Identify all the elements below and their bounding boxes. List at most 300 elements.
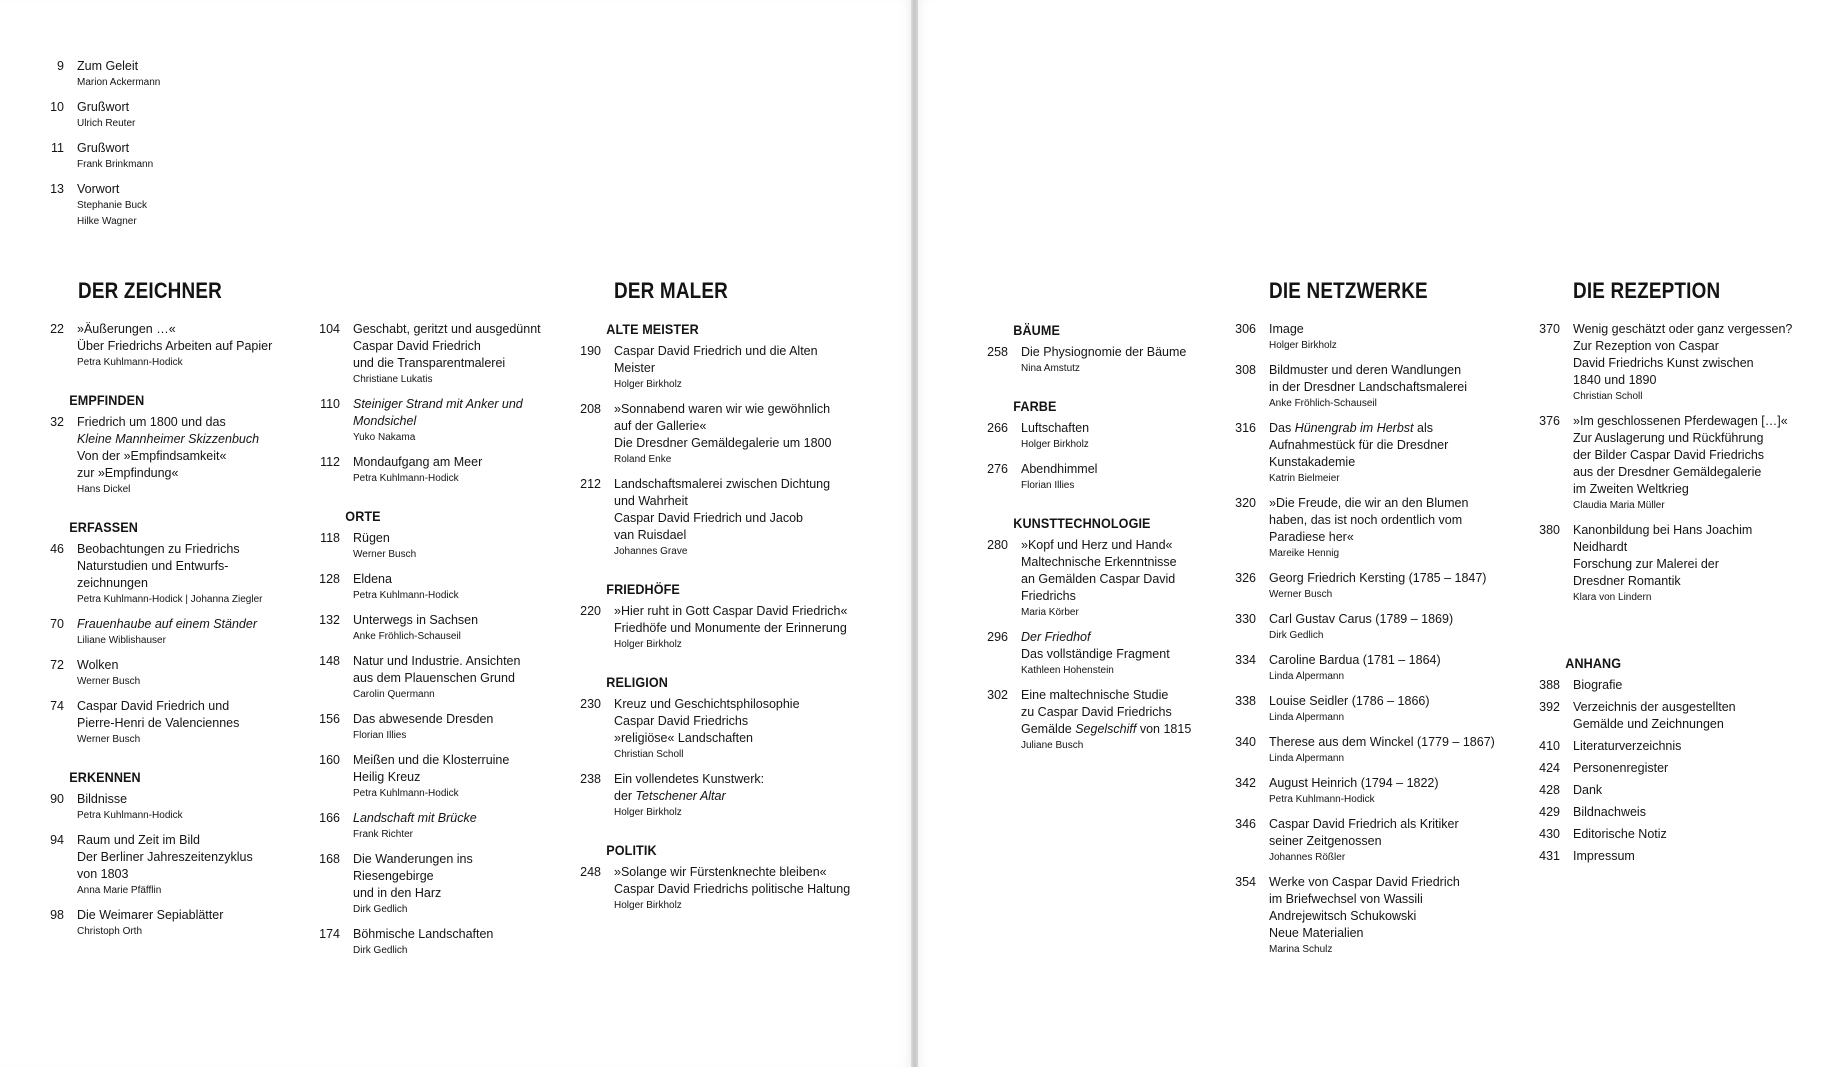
page-number: 258	[987, 345, 1008, 359]
page-number: 320	[1235, 496, 1256, 510]
author-name: Ulrich Reuter	[77, 118, 136, 129]
subheading-farbe: FARBE	[1013, 398, 1057, 414]
author-name: Petra Kuhlmann-Hodick | Johanna Ziegler	[77, 594, 263, 605]
toc-entry	[537, 401, 854, 468]
entry-title-line: in der Dresdner Landschaftsmalerei	[1269, 380, 1468, 394]
entry-title-line: aus dem Plauenschen Grund	[353, 671, 515, 685]
toc-entry	[0, 616, 317, 649]
entry-title	[1573, 760, 1813, 777]
entry-title	[1269, 570, 1509, 587]
entry-authors	[614, 805, 854, 821]
entry-title-line: zu Caspar David Friedrichs	[1021, 705, 1172, 719]
toc-entry	[1192, 652, 1509, 685]
page-number: 370	[1539, 322, 1560, 336]
author-name: Marion Ackermann	[77, 77, 161, 88]
author-name: Werner Busch	[353, 549, 417, 560]
page-number: 431	[1539, 849, 1560, 863]
entry-title-line: Mondaufgang am Meer	[353, 455, 483, 469]
author-name: Stephanie Buck	[77, 200, 148, 211]
page-number: 166	[319, 811, 340, 825]
empfinden-list	[0, 414, 317, 498]
entry-title-line: Der Friedhof	[1021, 630, 1091, 644]
section-heading-zeichner: DER ZEICHNER	[78, 278, 222, 303]
page-number: 208	[580, 402, 601, 416]
toc-entry	[1192, 321, 1509, 354]
page-number: 342	[1235, 776, 1256, 790]
entry-title	[1573, 848, 1813, 865]
entry-title	[1269, 362, 1509, 396]
entry-title-line: Dresdner Romantik	[1573, 574, 1681, 588]
entry-title	[77, 140, 317, 157]
entry-title-line: Impressum	[1573, 849, 1635, 863]
entry-title-line: Zur Auslagerung und Rückführung	[1573, 431, 1764, 445]
entry-title-line: Personenregister	[1573, 761, 1669, 775]
author-name: Juliane Busch	[1021, 740, 1084, 751]
toc-entry	[1496, 826, 1813, 843]
entry-title-line: Beobachtungen zu Friedrichs	[77, 542, 240, 556]
author-name: Johannes Grave	[614, 546, 688, 557]
entry-title-line: Riesengebirge	[353, 869, 434, 883]
entry-title-line: Caspar David Friedrich und	[77, 699, 230, 713]
entry-authors	[1269, 396, 1509, 412]
entry-title-line: Eine maltechnische Studie	[1021, 688, 1169, 702]
entry-title-line: Meißen und die Klosterruine	[353, 753, 510, 767]
entry-title-line: Vorwort	[77, 182, 120, 196]
toc-entry	[537, 696, 854, 763]
entry-title	[1269, 420, 1509, 471]
page-number: 22	[50, 322, 64, 336]
toc-entry	[1496, 782, 1813, 799]
author-name: Johannes Rößler	[1269, 852, 1346, 863]
author-name: Maria Körber	[1021, 607, 1079, 618]
author-name: Christoph Orth	[77, 926, 143, 937]
entry-title-line: Kleine Mannheimer Skizzenbuch	[77, 432, 260, 446]
entry-authors	[614, 377, 854, 393]
entry-authors	[77, 75, 317, 91]
entry-authors	[1573, 590, 1813, 606]
entry-title	[1573, 826, 1813, 843]
entry-title-line: Ein vollendetes Kunstwerk:	[614, 772, 765, 786]
toc-entry	[1496, 677, 1813, 694]
entry-title-line: »Kopf und Herz und Hand«	[1021, 538, 1173, 552]
entry-title-line: Die Physiognomie der Bäume	[1021, 345, 1187, 359]
page-number: 248	[580, 865, 601, 879]
author-name: Frank Brinkmann	[77, 159, 154, 170]
page-number: 98	[50, 908, 64, 922]
author-name: Katrin Bielmeier	[1269, 473, 1340, 484]
page-number: 220	[580, 604, 601, 618]
toc-entry	[0, 321, 317, 371]
author-name: Florian Illies	[353, 730, 407, 741]
entry-title-line: Neue Materialien	[1269, 926, 1364, 940]
author-name: Dirk Gedlich	[1269, 630, 1324, 641]
entry-title-line: Friedrich um 1800 und das	[77, 415, 226, 429]
author-name: Holger Birkholz	[614, 639, 682, 650]
entry-title-line: an Gemälden Caspar David	[1021, 572, 1176, 586]
entry-title-line: »Hier ruht in Gott Caspar David Friedrich«	[614, 604, 848, 618]
entry-title-line: Die Dresdner Gemäldegalerie um 1800	[614, 436, 832, 450]
subheading-politik: POLITIK	[606, 842, 657, 858]
entry-title-line: Gemälde und Zeichnungen	[1573, 717, 1724, 731]
subheading-empfinden: EMPFINDEN	[69, 392, 145, 408]
entry-title-line: Heilig Kreuz	[353, 770, 421, 784]
entry-authors	[1269, 628, 1509, 644]
entry-title-line: Bildnachweis	[1573, 805, 1646, 819]
politik-list	[537, 864, 854, 914]
author-name: Holger Birkholz	[1269, 340, 1337, 351]
entry-title-line: Image	[1269, 322, 1304, 336]
toc-entry	[0, 657, 317, 690]
entry-title	[1573, 677, 1813, 694]
page-number: 430	[1539, 827, 1560, 841]
author-name: Christian Scholl	[1573, 391, 1643, 402]
entry-title-line: Andrejewitsch Schukowski	[1269, 909, 1417, 923]
entry-title-line: 1840 und 1890	[1573, 373, 1657, 387]
page-number: 13	[50, 182, 64, 196]
entry-title	[614, 476, 854, 544]
entry-title-line: »Äußerungen …«	[77, 322, 176, 336]
author-name: Nina Amstutz	[1021, 363, 1080, 374]
page-number: 9	[57, 59, 64, 73]
maler-column	[537, 320, 854, 922]
entry-title-line: Friedhöfe und Monumente der Erinnerung	[614, 621, 847, 635]
author-name: Petra Kuhlmann-Hodick	[353, 473, 459, 484]
entry-authors	[1269, 471, 1509, 487]
toc-entry	[1192, 570, 1509, 603]
entry-title-line: und in den Harz	[353, 886, 442, 900]
page-number: 376	[1539, 414, 1560, 428]
entry-authors	[614, 898, 854, 914]
entry-title	[1269, 652, 1509, 669]
toc-entry	[1496, 413, 1813, 514]
author-name: Mareike Hennig	[1269, 548, 1340, 559]
entry-title	[1573, 699, 1813, 733]
page-number: 156	[319, 712, 340, 726]
entry-title-line: im Zweiten Weltkrieg	[1573, 482, 1689, 496]
entry-title-line: Eldena	[353, 572, 392, 586]
page-number: 330	[1235, 612, 1256, 626]
author-name: Dirk Gedlich	[353, 945, 408, 956]
toc-entry	[0, 414, 317, 498]
entry-title	[1573, 413, 1813, 498]
toc-entry	[537, 476, 854, 560]
entry-title	[1269, 734, 1509, 751]
page-number: 354	[1235, 875, 1256, 889]
page-number: 90	[50, 792, 64, 806]
toc-entry	[1192, 611, 1509, 644]
toc-entry	[1192, 874, 1509, 958]
entry-title-line: und die Transparentmalerei	[353, 356, 506, 370]
page-number: 266	[987, 421, 1008, 435]
page-number: 326	[1235, 571, 1256, 585]
book-gutter	[911, 0, 918, 1067]
entry-title-line: Caspar David Friedrich	[353, 339, 481, 353]
netzwerke-column	[1192, 321, 1509, 966]
entry-title-line: Das Hünengrab im Herbst als	[1269, 421, 1433, 435]
entry-title-line: Zum Geleit	[77, 59, 139, 73]
entry-title-line: Landschaft mit Brücke	[353, 811, 477, 825]
toc-entry	[537, 343, 854, 393]
entry-title-line: Maltechnische Erkenntnisse	[1021, 555, 1177, 569]
entry-title-line: Unterwegs in Sachsen	[353, 613, 479, 627]
entry-authors	[1573, 498, 1813, 514]
page-number: 388	[1539, 678, 1560, 692]
author-name: Liliane Wiblishauser	[77, 635, 166, 646]
page-number: 72	[50, 658, 64, 672]
page-number: 128	[319, 572, 340, 586]
page-number: 306	[1235, 322, 1256, 336]
entry-title-line: Paradiese her«	[1269, 530, 1354, 544]
entry-title-line: »Solange wir Fürstenknechte bleiben«	[614, 865, 827, 879]
toc-entry	[0, 58, 317, 91]
author-name: Hilke Wagner	[77, 216, 137, 227]
page-number: 308	[1235, 363, 1256, 377]
entry-title-line: der Bilder Caspar David Friedrichs	[1573, 448, 1765, 462]
entry-title-line: Caroline Bardua (1781 – 1864)	[1269, 653, 1441, 667]
toc-entry	[0, 140, 317, 173]
page-number: 230	[580, 697, 601, 711]
entry-title-line: Böhmische Landschaften	[353, 927, 494, 941]
entry-title	[77, 99, 317, 116]
entry-authors	[614, 452, 854, 468]
page-number: 104	[319, 322, 340, 336]
entry-title	[1269, 321, 1509, 338]
page-number: 32	[50, 415, 64, 429]
toc-entry	[1496, 699, 1813, 733]
toc-entry	[537, 771, 854, 821]
entry-title	[614, 401, 854, 452]
author-name: Hans Dickel	[77, 484, 131, 495]
entry-title-line: und Wahrheit	[614, 494, 688, 508]
entry-title-line: aus der Dresdner Gemäldegalerie	[1573, 465, 1762, 479]
section-heading-maler: DER MALER	[614, 278, 729, 303]
entry-title-line: haben, das ist noch ordentlich vom	[1269, 513, 1463, 527]
entry-title-line: von 1803	[77, 867, 129, 881]
entry-title-line: seiner Zeitgenossen	[1269, 834, 1382, 848]
entry-title	[1573, 782, 1813, 799]
entry-title-line: Landschaftsmalerei zwischen Dichtung	[614, 477, 831, 491]
toc-entry	[0, 181, 317, 230]
entry-authors	[614, 544, 854, 560]
entry-title-line: Die Wanderungen ins	[353, 852, 473, 866]
entry-title-line: August Heinrich (1794 – 1822)	[1269, 776, 1439, 790]
entry-title	[1269, 693, 1509, 710]
page-number: 160	[319, 753, 340, 767]
author-name: Linda Alpermann	[1269, 753, 1345, 764]
subheading-erfassen: ERFASSEN	[69, 519, 138, 535]
toc-entry	[1496, 804, 1813, 821]
toc-entry	[1496, 760, 1813, 777]
entry-title-line: Natur und Industrie. Ansichten	[353, 654, 521, 668]
entry-title-line: Luftschaften	[1021, 421, 1090, 435]
toc-entry	[537, 603, 854, 653]
page-number: 94	[50, 833, 64, 847]
entry-authors	[1269, 792, 1509, 808]
author-name: Holger Birkholz	[1021, 439, 1089, 450]
author-name: Werner Busch	[77, 676, 141, 687]
front-matter-list	[0, 58, 317, 238]
page-number: 338	[1235, 694, 1256, 708]
page-number: 212	[580, 477, 601, 491]
entry-title-line: Louise Seidler (1786 – 1866)	[1269, 694, 1430, 708]
entry-title-line: Editorische Notiz	[1573, 827, 1667, 841]
entry-title-line: Geschabt, geritzt und ausgedünnt	[353, 322, 541, 336]
entry-authors	[614, 637, 854, 653]
entry-title-line: Caspar David Friedrich und Jacob	[614, 511, 803, 525]
entry-authors	[1269, 546, 1509, 562]
entry-title	[1573, 738, 1813, 755]
entry-title-line: Forschung zur Malerei der	[1573, 557, 1719, 571]
entry-title	[77, 181, 317, 198]
entry-title-line: Bildnisse	[77, 792, 128, 806]
author-name: Christian Scholl	[614, 749, 684, 760]
entry-title-line: Das vollständige Fragment	[1021, 647, 1170, 661]
entry-title-line: »Im geschlossenen Pferdewagen […]«	[1573, 414, 1788, 428]
author-name: Anke Fröhlich-Schauseil	[1269, 398, 1377, 409]
entry-title-line: Raum und Zeit im Bild	[77, 833, 200, 847]
author-name: Christiane Lukatis	[353, 374, 433, 385]
entry-title-line: Der Berliner Jahreszeitenzyklus	[77, 850, 253, 864]
subheading-baeume: BÄUME	[1013, 322, 1060, 338]
entry-title-line: Wolken	[77, 658, 119, 672]
toc-entry	[1496, 738, 1813, 755]
page-number: 392	[1539, 700, 1560, 714]
page-number: 10	[50, 100, 64, 114]
author-name: Frank Richter	[353, 829, 414, 840]
entry-title-line: Frauenhaube auf einem Ständer	[77, 617, 257, 631]
entry-title-line: im Briefwechsel von Wassili	[1269, 892, 1423, 906]
toc-entry	[1192, 362, 1509, 412]
entry-title	[614, 603, 854, 637]
friedhoefe-list	[537, 603, 854, 653]
toc-entry	[0, 832, 317, 899]
netzwerke-list	[1192, 321, 1509, 958]
entry-title	[1573, 522, 1813, 590]
page-number: 424	[1539, 761, 1560, 775]
author-name: Petra Kuhlmann-Hodick	[353, 590, 459, 601]
entry-title-line: Caspar David Friedrich als Kritiker	[1269, 817, 1459, 831]
entry-authors	[1573, 389, 1813, 405]
anhang-list	[1496, 677, 1813, 865]
page-number: 334	[1235, 653, 1256, 667]
rezeption-list	[1496, 321, 1813, 606]
page-number: 70	[50, 617, 64, 631]
subheading-orte: ORTE	[345, 508, 381, 524]
toc-entry	[1192, 816, 1509, 866]
section-heading-rezeption: DIE REZEPTION	[1573, 278, 1721, 303]
entry-title	[353, 926, 593, 943]
page-number: 74	[50, 699, 64, 713]
entry-title	[1269, 495, 1509, 546]
toc-entry	[1192, 734, 1509, 767]
entry-title-line: Das abwesende Dresden	[353, 712, 494, 726]
entry-title-line: Caspar David Friedrichs politische Haltung	[614, 882, 851, 896]
author-name: Klara von Lindern	[1573, 592, 1652, 603]
subheading-friedhoefe: FRIEDHÖFE	[606, 581, 680, 597]
entry-title	[1269, 611, 1509, 628]
entry-title-line: Pierre-Henri de Valenciennes	[77, 716, 240, 730]
page-number: 428	[1539, 783, 1560, 797]
entry-title-line: Zur Rezeption von Caspar	[1573, 339, 1719, 353]
entry-title	[614, 864, 854, 898]
author-name: Holger Birkholz	[614, 379, 682, 390]
entry-title	[1269, 816, 1509, 850]
entry-title-line: Grußwort	[77, 100, 130, 114]
entry-title	[1269, 775, 1509, 792]
entry-title-line: van Ruisdael	[614, 528, 687, 542]
zeichner-column-1	[0, 321, 317, 948]
entry-title	[1573, 321, 1813, 389]
entry-title-line: Kanonbildung bei Hans Joachim	[1573, 523, 1753, 537]
entry-title-line: Friedrichs	[1021, 589, 1076, 603]
entry-title-line: Kunstakademie	[1269, 455, 1356, 469]
entry-title-line: Von der »Empfindsamkeit«	[77, 449, 227, 463]
entry-authors	[353, 943, 593, 959]
author-name: Florian Illies	[1021, 480, 1075, 491]
entry-title-line: Grußwort	[77, 141, 130, 155]
page-number: 346	[1235, 817, 1256, 831]
page-number: 410	[1539, 739, 1560, 753]
page-number: 302	[987, 688, 1008, 702]
entry-authors	[1269, 850, 1509, 866]
entry-title-line: Carl Gustav Carus (1789 – 1869)	[1269, 612, 1454, 626]
entry-title-line: Naturstudien und Entwurfs-	[77, 559, 229, 573]
toc-entry	[537, 864, 854, 914]
entry-title-line: zeichnungen	[77, 576, 148, 590]
page-number: 11	[51, 141, 64, 155]
author-name: Petra Kuhlmann-Hodick	[1269, 794, 1375, 805]
entry-title-line: Caspar David Friedrich und die Alten Meister	[614, 344, 818, 375]
author-name: Linda Alpermann	[1269, 712, 1345, 723]
toc-entry	[0, 541, 317, 608]
toc-entry	[1192, 495, 1509, 562]
entry-title-line: »Die Freude, die wir an den Blumen	[1269, 496, 1469, 510]
entry-title	[1573, 804, 1813, 821]
entry-title-line: Neidhardt	[1573, 540, 1628, 554]
entry-title-line: Kreuz und Geschichtsphilosophie	[614, 697, 800, 711]
toc-entry	[1496, 321, 1813, 405]
toc-entry	[0, 791, 317, 824]
entry-authors	[1269, 710, 1509, 726]
entry-authors	[77, 157, 317, 173]
toc-entry	[276, 926, 593, 959]
author-name: Claudia Maria Müller	[1573, 500, 1665, 511]
author-name: Kathleen Hohenstein	[1021, 665, 1114, 676]
subheading-kunsttechnologie: KUNSTTECHNOLOGIE	[1013, 515, 1151, 531]
page-number: 132	[319, 613, 340, 627]
entry-title-line: Caspar David Friedrichs	[614, 714, 749, 728]
entry-title	[614, 343, 854, 377]
page-number: 46	[50, 542, 64, 556]
author-name: Roland Enke	[614, 454, 672, 465]
toc-entry	[1192, 420, 1509, 487]
toc-entry	[0, 698, 317, 748]
entry-title-line: »religiöse« Landschaften	[614, 731, 753, 745]
page-number: 110	[320, 397, 340, 411]
entry-authors	[614, 747, 854, 763]
author-name: Anna Marie Pfäfflin	[77, 885, 162, 896]
entry-authors	[1269, 751, 1509, 767]
entry-title-line: Abendhimmel	[1021, 462, 1098, 476]
toc-entry	[1192, 775, 1509, 808]
entry-title-line: Werke von Caspar David Friedrich	[1269, 875, 1460, 889]
entry-title	[77, 58, 317, 75]
subheading-alte-meister: ALTE MEISTER	[606, 321, 699, 337]
entry-authors	[77, 198, 317, 230]
entry-title-line: Literaturverzeichnis	[1573, 739, 1682, 753]
entry-title-line: Gemälde Segelschiff von 1815	[1021, 722, 1192, 736]
entry-title-line: Dank	[1573, 783, 1603, 797]
